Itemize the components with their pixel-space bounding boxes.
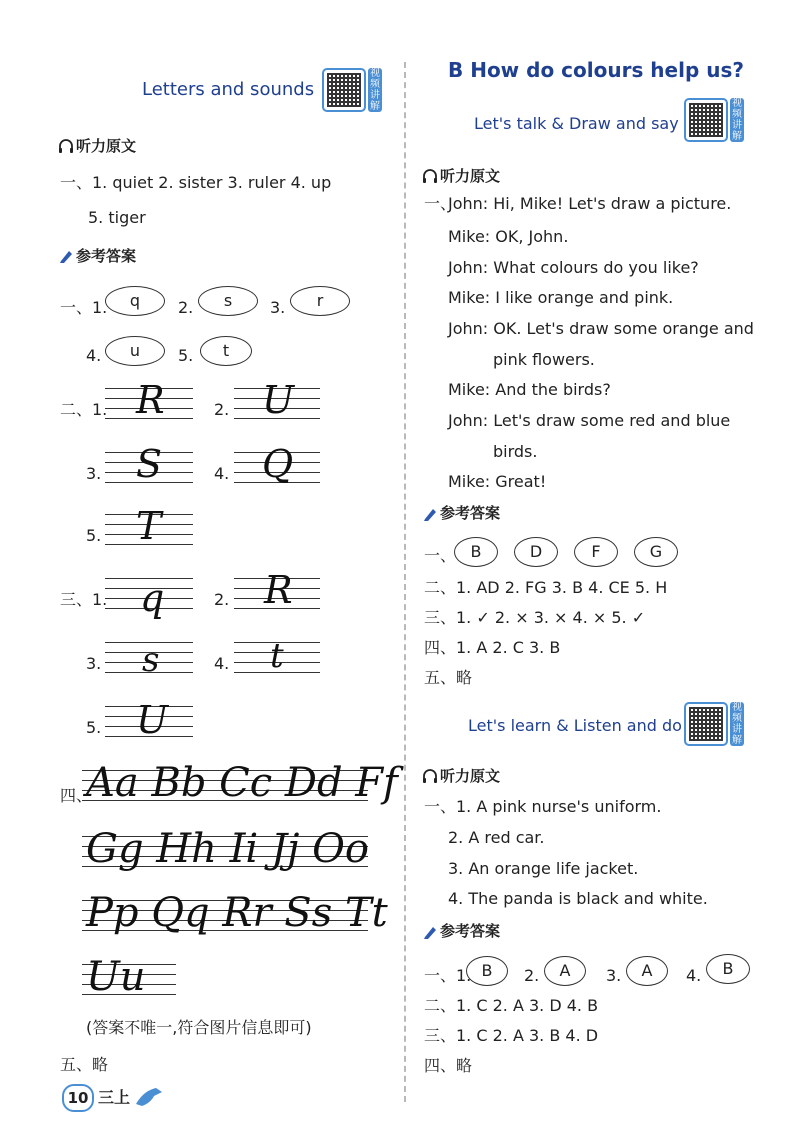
dialogue-line: John: What colours do you like? <box>448 258 699 277</box>
handwritten-alphabet: Gg Hh Ii Jj Oo <box>86 826 369 872</box>
answer-line: 三、1. C 2. A 3. B 4. D <box>424 1026 599 1045</box>
answer-number: 4. <box>214 654 230 673</box>
answer-number: 2. <box>178 298 194 317</box>
answer-line: 五、略 <box>60 1055 109 1074</box>
handwritten-letter: U <box>262 378 295 422</box>
answer-line: 四、1. A 2. C 3. B <box>424 638 561 657</box>
answer-label: 一、 <box>424 546 457 565</box>
circled-answer: B <box>706 954 750 984</box>
answer-label: 一、 <box>424 194 457 213</box>
qr-code-icon[interactable] <box>684 702 728 746</box>
circled-answer: B <box>466 956 508 986</box>
listening-line: 5. tiger <box>88 208 146 227</box>
answer-line: 二、1. C 2. A 3. D 4. B <box>424 996 599 1015</box>
answer-line: 二、1. AD 2. FG 3. B 4. CE 5. H <box>424 578 668 597</box>
circled-answer: F <box>574 537 618 567</box>
circled-answer: q <box>105 286 165 316</box>
answer-heading: 参考答案 <box>440 504 501 522</box>
section-title-learn: Let's learn & Listen and do <box>468 716 682 735</box>
pencil-icon <box>58 248 74 264</box>
dialogue-line: Mike: I like orange and pink. <box>448 288 674 307</box>
page-number: 10 <box>62 1084 94 1112</box>
headphones-icon <box>422 168 438 184</box>
answer-number: 2. <box>214 400 230 419</box>
circled-answer: t <box>200 336 252 366</box>
section-title-letters: Letters and sounds <box>142 79 315 100</box>
circled-answer: r <box>290 286 350 316</box>
answer-line: 五、略 <box>424 668 473 687</box>
answer-number: 5. <box>178 346 194 365</box>
headphones-icon <box>422 768 438 784</box>
answer-number: 3. <box>86 654 102 673</box>
answer-label: 三、1. <box>60 590 108 609</box>
section-title-talk: Let's talk & Draw and say <box>474 114 679 133</box>
dialogue-line: Mike: OK, John. <box>448 227 569 246</box>
answer-line: 四、略 <box>424 1056 473 1075</box>
listening-line: 4. The panda is black and white. <box>448 889 708 908</box>
answer-number: 2. <box>214 590 230 609</box>
column-divider <box>404 62 406 1102</box>
answer-number: 4. <box>86 346 102 365</box>
dialogue-line: John: Hi, Mike! Let's draw a picture. <box>448 194 732 213</box>
answer-number: 2. <box>524 966 540 985</box>
circled-answer: G <box>634 537 678 567</box>
answer-heading: 参考答案 <box>440 922 501 940</box>
listening-heading: 听力原文 <box>76 137 137 155</box>
handwritten-letter: S <box>136 442 163 486</box>
answer-heading: 参考答案 <box>76 247 137 265</box>
handwritten-alphabet: Uu <box>86 954 146 1000</box>
answer-label: 一、1. <box>424 966 472 985</box>
answer-number: 4. <box>686 966 702 985</box>
answer-number: 5. <box>86 718 102 737</box>
handwritten-letter: R <box>264 568 293 612</box>
qr-code-icon[interactable] <box>322 68 366 112</box>
circled-answer: A <box>626 956 668 986</box>
handwritten-letter: Q <box>262 442 294 486</box>
listening-line: 3. An orange life jacket. <box>448 859 639 878</box>
dialogue-line: John: Let's draw some red and blue <box>448 411 731 430</box>
answer-label: 一、1. <box>60 298 108 317</box>
video-tag: 视频讲解 <box>732 702 742 746</box>
handwritten-letter: s <box>142 640 160 680</box>
handwritten-letter: t <box>270 636 284 676</box>
video-tag: 视频讲解 <box>732 98 742 142</box>
listening-line: 一、1. quiet 2. sister 3. ruler 4. up <box>60 173 332 192</box>
answer-number: 3. <box>606 966 622 985</box>
dialogue-line: Mike: Great! <box>448 472 547 491</box>
qr-code-icon[interactable] <box>684 98 728 142</box>
dialogue-line: John: OK. Let's draw some orange and <box>448 319 754 338</box>
circled-answer: s <box>198 286 258 316</box>
listening-heading: 听力原文 <box>440 167 501 185</box>
answer-label: 四、 <box>60 786 93 805</box>
pencil-icon <box>422 506 438 522</box>
answer-number: 3. <box>270 298 286 317</box>
listening-heading: 听力原文 <box>440 767 501 785</box>
answer-label: 二、1. <box>60 400 108 419</box>
unit-title: B How do colours help us? <box>448 58 744 82</box>
circled-answer: u <box>105 336 165 366</box>
dialogue-line: pink flowers. <box>493 350 595 369</box>
answer-number: 4. <box>214 464 230 483</box>
answer-number: 3. <box>86 464 102 483</box>
circled-answer: B <box>454 537 498 567</box>
grade-label: 三上 <box>98 1088 131 1107</box>
headphones-icon <box>58 138 74 154</box>
pencil-icon <box>422 924 438 940</box>
bird-icon <box>134 1084 164 1108</box>
handwritten-letter: U <box>136 698 169 742</box>
handwritten-letter: q <box>140 576 165 620</box>
answer-line: 三、1. ✓ 2. × 3. × 4. × 5. ✓ <box>424 608 646 627</box>
circled-answer: D <box>514 537 558 567</box>
circled-answer: A <box>544 956 586 986</box>
answer-number: 5. <box>86 526 102 545</box>
handwritten-alphabet: Pp Qq Rr Ss Tt <box>86 890 388 936</box>
dialogue-line: birds. <box>493 442 538 461</box>
dialogue-line: Mike: And the birds? <box>448 380 611 399</box>
listening-line: 2. A red car. <box>448 828 545 847</box>
note-text: (答案不唯一,符合图片信息即可) <box>86 1018 312 1037</box>
handwritten-letter: R <box>136 378 165 422</box>
handwritten-letter: T <box>136 504 162 548</box>
video-tag: 视频讲解 <box>370 68 380 112</box>
listening-line: 一、1. A pink nurse's uniform. <box>424 797 662 816</box>
handwritten-alphabet: Aa Bb Cc Dd Ff <box>86 760 398 806</box>
